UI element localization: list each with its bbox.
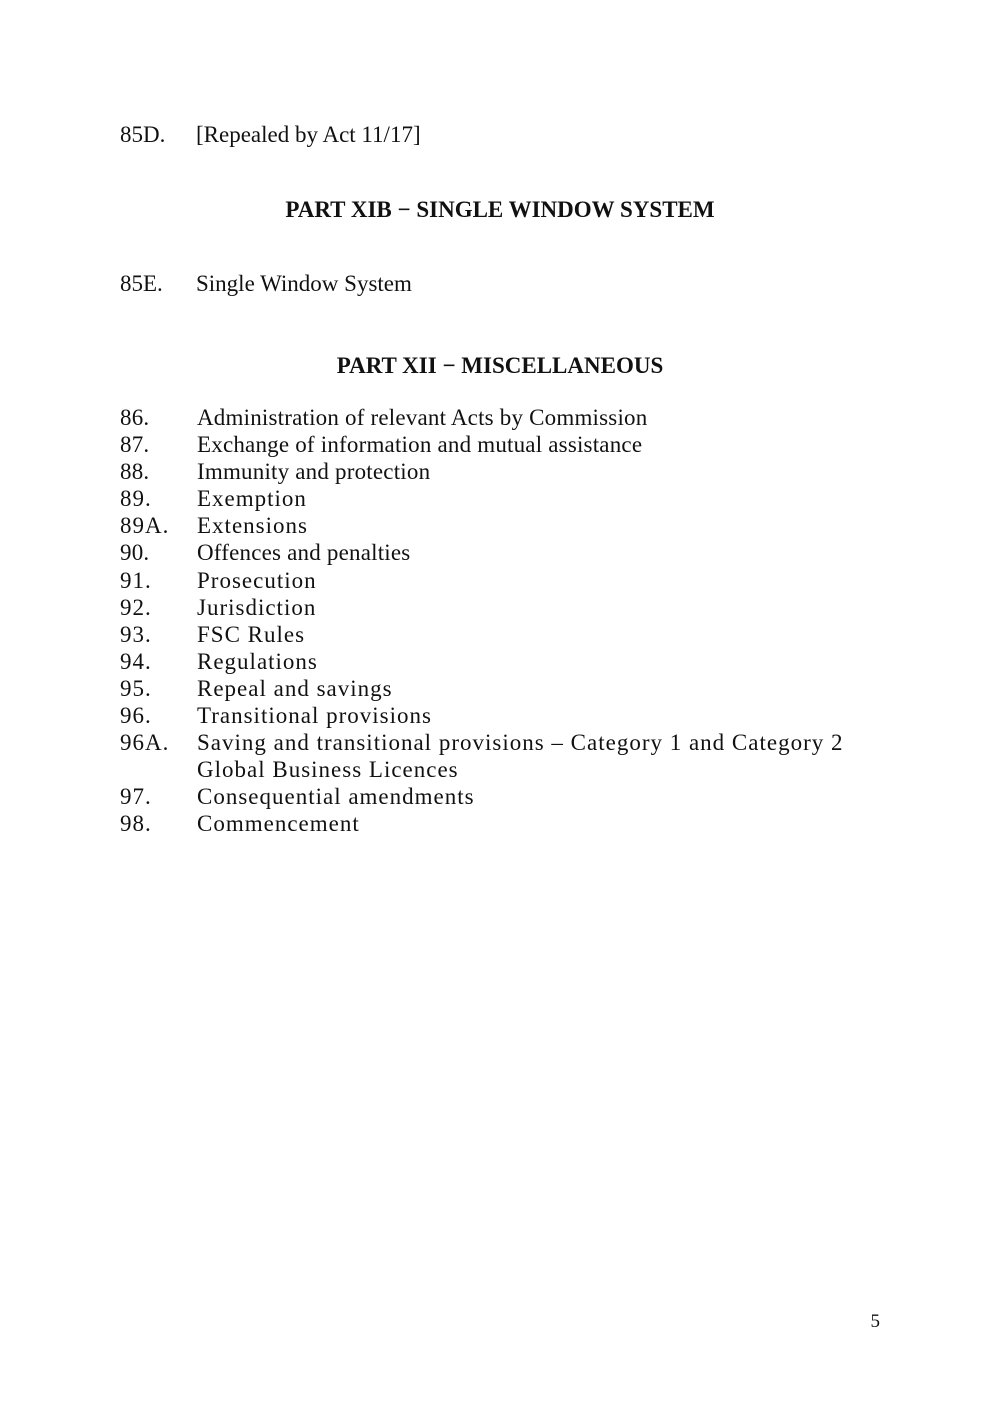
- section-title: Exchange of information and mutual assistance: [197, 432, 643, 458]
- section-title: Transitional provisions: [197, 703, 432, 729]
- list-item: [120, 512, 880, 539]
- section-title: Exemption: [197, 486, 307, 512]
- section-number: 88.: [120, 459, 150, 485]
- section-number: 86.: [120, 405, 150, 430]
- section-number: 95.: [120, 675, 152, 701]
- section-number: 97.: [120, 784, 152, 810]
- section-number: 89A.: [120, 513, 170, 539]
- section-title: Repeal and savings: [197, 675, 393, 701]
- list-item: [120, 431, 880, 458]
- section-title: Prosecution: [197, 567, 317, 593]
- section-title: Commencement: [197, 811, 360, 837]
- section-number: 96A.: [120, 730, 170, 756]
- section-title: Regulations: [197, 648, 318, 674]
- section-number: 87.: [120, 432, 150, 458]
- section-text: Single Window System: [196, 271, 412, 296]
- section-list: [120, 404, 880, 838]
- section-title: Offences and penalties: [197, 540, 411, 566]
- list-item: [120, 621, 880, 648]
- section-number: 96.: [120, 703, 152, 729]
- section-title: Extensions: [197, 513, 308, 539]
- section-85e: [120, 270, 412, 297]
- list-item: [120, 648, 880, 675]
- list-item: [120, 729, 880, 783]
- section-title: FSC Rules: [197, 621, 306, 647]
- section-85d: [120, 121, 421, 148]
- section-number: 85D.: [120, 122, 166, 147]
- page-number: 5: [870, 1311, 880, 1332]
- list-item: [120, 539, 880, 566]
- section-number: 98.: [120, 811, 152, 837]
- section-title: Administration of relevant Acts by Commission: [197, 405, 648, 430]
- list-item: [120, 675, 880, 702]
- section-number: 91.: [120, 567, 152, 593]
- part-xii-heading: PART XII − MISCELLANEOUS: [336, 353, 664, 378]
- list-item: [120, 810, 880, 837]
- section-number: 85E.: [120, 271, 163, 296]
- list-item: [120, 485, 880, 512]
- list-item: [120, 404, 880, 431]
- section-title: Immunity and protection: [197, 459, 431, 485]
- section-number: 89.: [120, 486, 152, 512]
- section-title: Jurisdiction: [197, 594, 317, 620]
- list-item: [120, 783, 880, 810]
- section-number: 92.: [120, 594, 152, 620]
- section-number: 90.: [120, 540, 150, 566]
- section-text: [Repealed by Act 11/17]: [196, 122, 421, 147]
- part-xib-heading: PART XIB − SINGLE WINDOW SYSTEM: [285, 197, 715, 222]
- list-item: [120, 567, 880, 594]
- section-title: Consequential amendments: [197, 784, 475, 810]
- section-number: 93.: [120, 621, 152, 647]
- list-item: [120, 458, 880, 485]
- list-item: [120, 702, 880, 729]
- section-number: 94.: [120, 648, 152, 674]
- list-item: [120, 594, 880, 621]
- section-title: Saving and transitional provisions – Category 1 and Category 2 Global Business Licences: [197, 730, 844, 783]
